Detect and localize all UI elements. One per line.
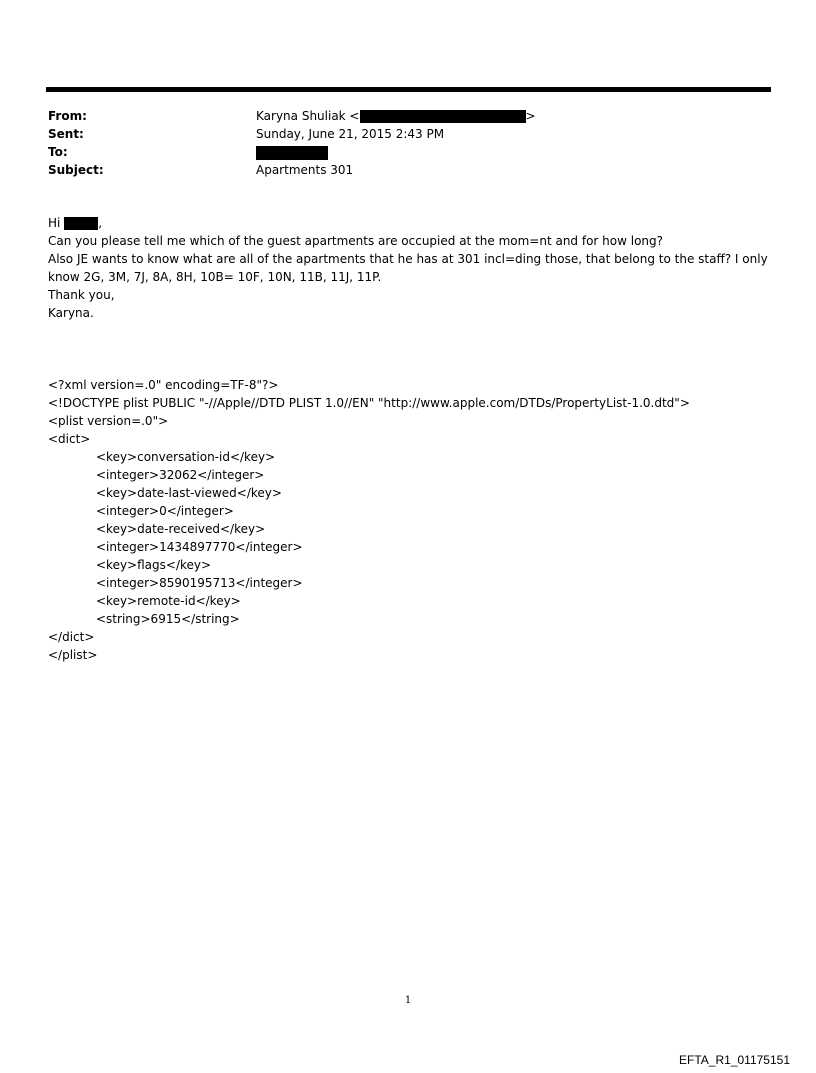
message-body xyxy=(48,214,768,322)
greeting-line xyxy=(48,214,768,232)
page-number: 1 xyxy=(404,995,412,1006)
redaction-bar xyxy=(256,146,328,160)
xml-line: </plist> xyxy=(48,648,98,662)
xml-line: <integer>32062</integer> xyxy=(96,468,265,482)
xml-line: </dict> xyxy=(48,630,95,644)
message-line: Can you please tell me which of the guest apartments are occupied at the mom=nt and for how long? xyxy=(48,234,664,248)
xml-line: <key>remote-id</key> xyxy=(96,594,241,608)
xml-line: <dict> xyxy=(48,432,91,446)
from-close: > xyxy=(525,109,536,123)
greeting-prefix: Hi xyxy=(48,216,61,230)
message-line: Also JE wants to know what are all of the apartments that he has at 301 incl=ding those, that belong to the staff? I only xyxy=(48,252,768,266)
xml-line: <string>6915</string> xyxy=(96,612,240,626)
xml-line: <integer>0</integer> xyxy=(96,504,234,518)
greeting-suffix: , xyxy=(98,216,103,230)
to-value xyxy=(256,143,328,161)
subject-label: Subject: xyxy=(48,163,104,177)
redaction-bar xyxy=(64,217,98,230)
message-line: Karyna. xyxy=(48,306,94,320)
xml-line: <!DOCTYPE plist PUBLIC "-//Apple//DTD PLIST 1.0//EN" "http://www.apple.com/DTDs/PropertyList-1.0.dtd"> xyxy=(48,396,690,410)
xml-line: <integer>8590195713</integer> xyxy=(96,576,303,590)
from-value xyxy=(256,107,536,125)
sent-label: Sent: xyxy=(48,127,84,141)
header-rule xyxy=(46,87,771,92)
sent-value: Sunday, June 21, 2015 2:43 PM xyxy=(256,127,445,141)
document-id: EFTA_R1_01175151 xyxy=(679,1053,790,1067)
xml-line: <key>date-received</key> xyxy=(96,522,266,536)
xml-block xyxy=(48,376,690,664)
redaction-bar xyxy=(360,110,526,123)
from-label: From: xyxy=(48,109,87,123)
subject-value: Apartments 301 xyxy=(256,163,354,177)
xml-line: <plist version=.0"> xyxy=(48,414,169,428)
from-name: Karyna Shuliak < xyxy=(256,109,360,123)
xml-line: <key>flags</key> xyxy=(96,558,212,572)
xml-line: <integer>1434897770</integer> xyxy=(96,540,303,554)
message-line: Thank you, xyxy=(48,288,115,302)
xml-line: <key>conversation-id</key> xyxy=(96,450,276,464)
message-line: know 2G, 3M, 7J, 8A, 8H, 10B= 10F, 10N, 11B, 11J, 11P. xyxy=(48,270,382,284)
xml-line: <?xml version=.0" encoding=TF-8"?> xyxy=(48,378,279,392)
to-label: To: xyxy=(48,145,68,159)
xml-line: <key>date-last-viewed</key> xyxy=(96,486,282,500)
